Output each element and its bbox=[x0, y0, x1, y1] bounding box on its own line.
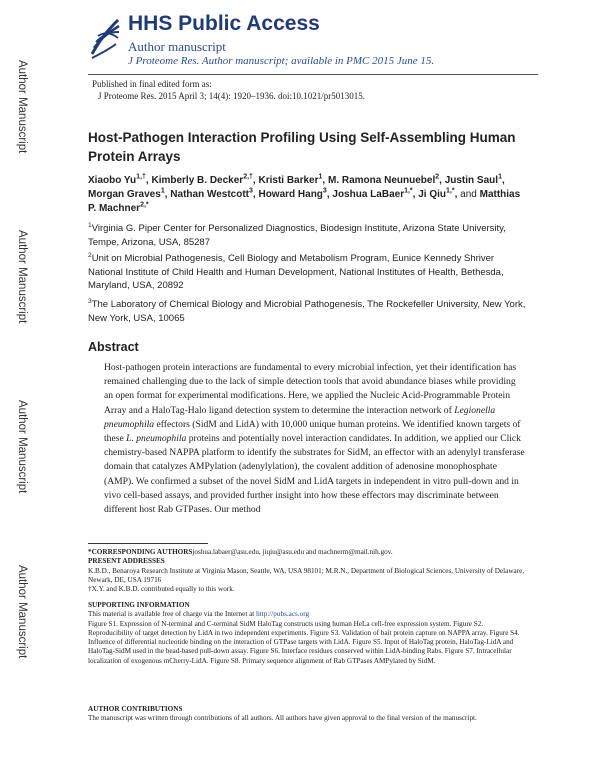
abstract-body: Host-pathogen protein interactions are fundamental to every microbial infection, yet their identification has remained challenging due to the lack of simple detection tools that avoid abundance biases while providing an open format for experimental modifications. Here, we applied the Nucleic Acid-Programmable Protein Array and a HaloTag-Halo ligand detection system to determine the interaction network of Legionella pneumophila effectors (SidM and LidA) with 10,000 unique human proteins. We identified known targets of these L. pneumophila proteins and potentially novel interaction candidates. In addition, we applied our Click chemistry-based NAPPA platform to identify the substrates for SidM, an effector with an adenylyl transferase domain that catalyzes AMPylation (adenylylation), the covalent addition of adenosine monophosphate (AMP). We confirmed a subset of the novel SidM and LidA targets in independent in vitro pull-down and in vivo cell-based assays, and provided further insight into how these effectors may discriminate between different host Rab GTPases. Our method bbox=[104, 362, 525, 516]
author: Howard Hang bbox=[258, 189, 323, 200]
author-contributions: AUTHOR CONTRIBUTIONS The manuscript was written through contributions of all authors. All authors have given approval to the final version of the manuscript. bbox=[88, 705, 477, 723]
abstract-heading: Abstract bbox=[88, 340, 139, 354]
author-manuscript-label: Author manuscript bbox=[128, 39, 226, 54]
affiliation-3: $^3$The Laboratory of Chemical Biology and Microbial Pathogenesis, The Rockefeller University, New York, New York, USA, 10065 bbox=[88, 297, 526, 324]
article-title: Host-Pathogen Interaction Profiling Using Self-Assembling Human Protein Arrays bbox=[88, 130, 516, 164]
author: Justin Saul bbox=[444, 175, 499, 186]
author: Joshua LaBaer bbox=[332, 189, 405, 200]
hhs-header-title: HHS Public Access bbox=[128, 12, 320, 35]
author-list: Xiaobo $Yu^{1,\dagger}$, Kimberly B. Decker$^{2,\dagger}$, Kristi Barker$^1$, M. Ramona Neunuebel$^2$, Justin Saul$^1$, Morgan Graves$^1$, Nathan Westcott$^3$, Howard Hang$^3$, Joshua LaBaer$^{1,*}$, Ji Qiu$^{1,*}$, and Matthias P. Machner$^{2,*}$ bbox=[88, 173, 521, 214]
publication-line-1: Published in final edited form as: bbox=[92, 79, 212, 89]
author: Ji Qiu bbox=[418, 189, 447, 200]
supporting-information: SUPPORTING INFORMATION This material is available free of charge via the Internet at http://pubs.acs.org Figure S1. Expression of N-terminal and C-terminal SidM HaloTag constructs using human HeLa cell-free expression system. Figure S2. Reproducibility of target detection by LidA in two independent experiments. Figure S3. Validation of bait protein capture on NAPPA array. Figure S4. Influence of differential nucleotide binding on the interaction of GTPase targets with LidA. Figure S5. Input of HaloTag protein, HaloTag-LidA and HaloTag-SidM used in the bead-based pull-down assay. Figure S6. Interface residues conserved within LidA-binding Rabs. Figure S7. Intracellular localization of exogenous mCherry-LidA. Figure S8. Primary sequence alignment of Rab GTPases AMPylated by SidM. bbox=[88, 601, 520, 665]
author: Morgan Graves bbox=[88, 189, 161, 200]
publication-info bbox=[92, 78, 365, 102]
author: M. Ramona Neunuebel bbox=[327, 175, 436, 186]
hhs-eagle-logo-icon bbox=[88, 14, 122, 60]
author: Kimberly B. Decker bbox=[151, 175, 244, 186]
supporting-info-link[interactable]: http://pubs.acs.org bbox=[256, 610, 310, 619]
affiliation-1: $^1$Virginia G. Piper Center for Personalized Diagnostics, Biodesign Institute, Arizona State University, Tempe, Arizona, USA, 85287 bbox=[88, 221, 506, 248]
corresponding-authors: *CORRESPONDING AUTHORSjoshua.labaer@asu.edu, jiqiu@asu.edu and machnerm@mail.nih.gov. PRESENT ADDRESSES K.B.D., Benaroya Research Institute at Virginia Mason, Seattle, WA, USA 98101; M.R.N., Department of Biological Sciences, University of Delaware, Newark, DE, USA 19716 †X.Y. and K.B.D. contributed equally to this work. bbox=[88, 548, 525, 594]
author: Matthias P. Machner bbox=[88, 189, 521, 214]
author: Kristi Barker bbox=[258, 175, 319, 186]
affiliation-2: $^2$Unit on Microbial Pathogenesis, Cell Biology and Metabolism Program, Eunice Kennedy Shriver National Institute of Child Health and Human Development, National Institutes of Health, Bethesda, Maryland, USA, 20892 bbox=[88, 251, 504, 291]
author: Nathan Westcott bbox=[170, 189, 249, 200]
header-citation: J Proteome Res. Author manuscript; available in PMC 2015 June 15. bbox=[128, 55, 435, 67]
footnote-divider bbox=[88, 543, 208, 544]
publication-line-2: J Proteome Res. 2015 April 3; 14(4): 1920–1936. doi:10.1021/pr5013015. bbox=[98, 91, 365, 101]
header-divider bbox=[88, 74, 538, 75]
author: Xiaobo Yu bbox=[88, 175, 137, 186]
